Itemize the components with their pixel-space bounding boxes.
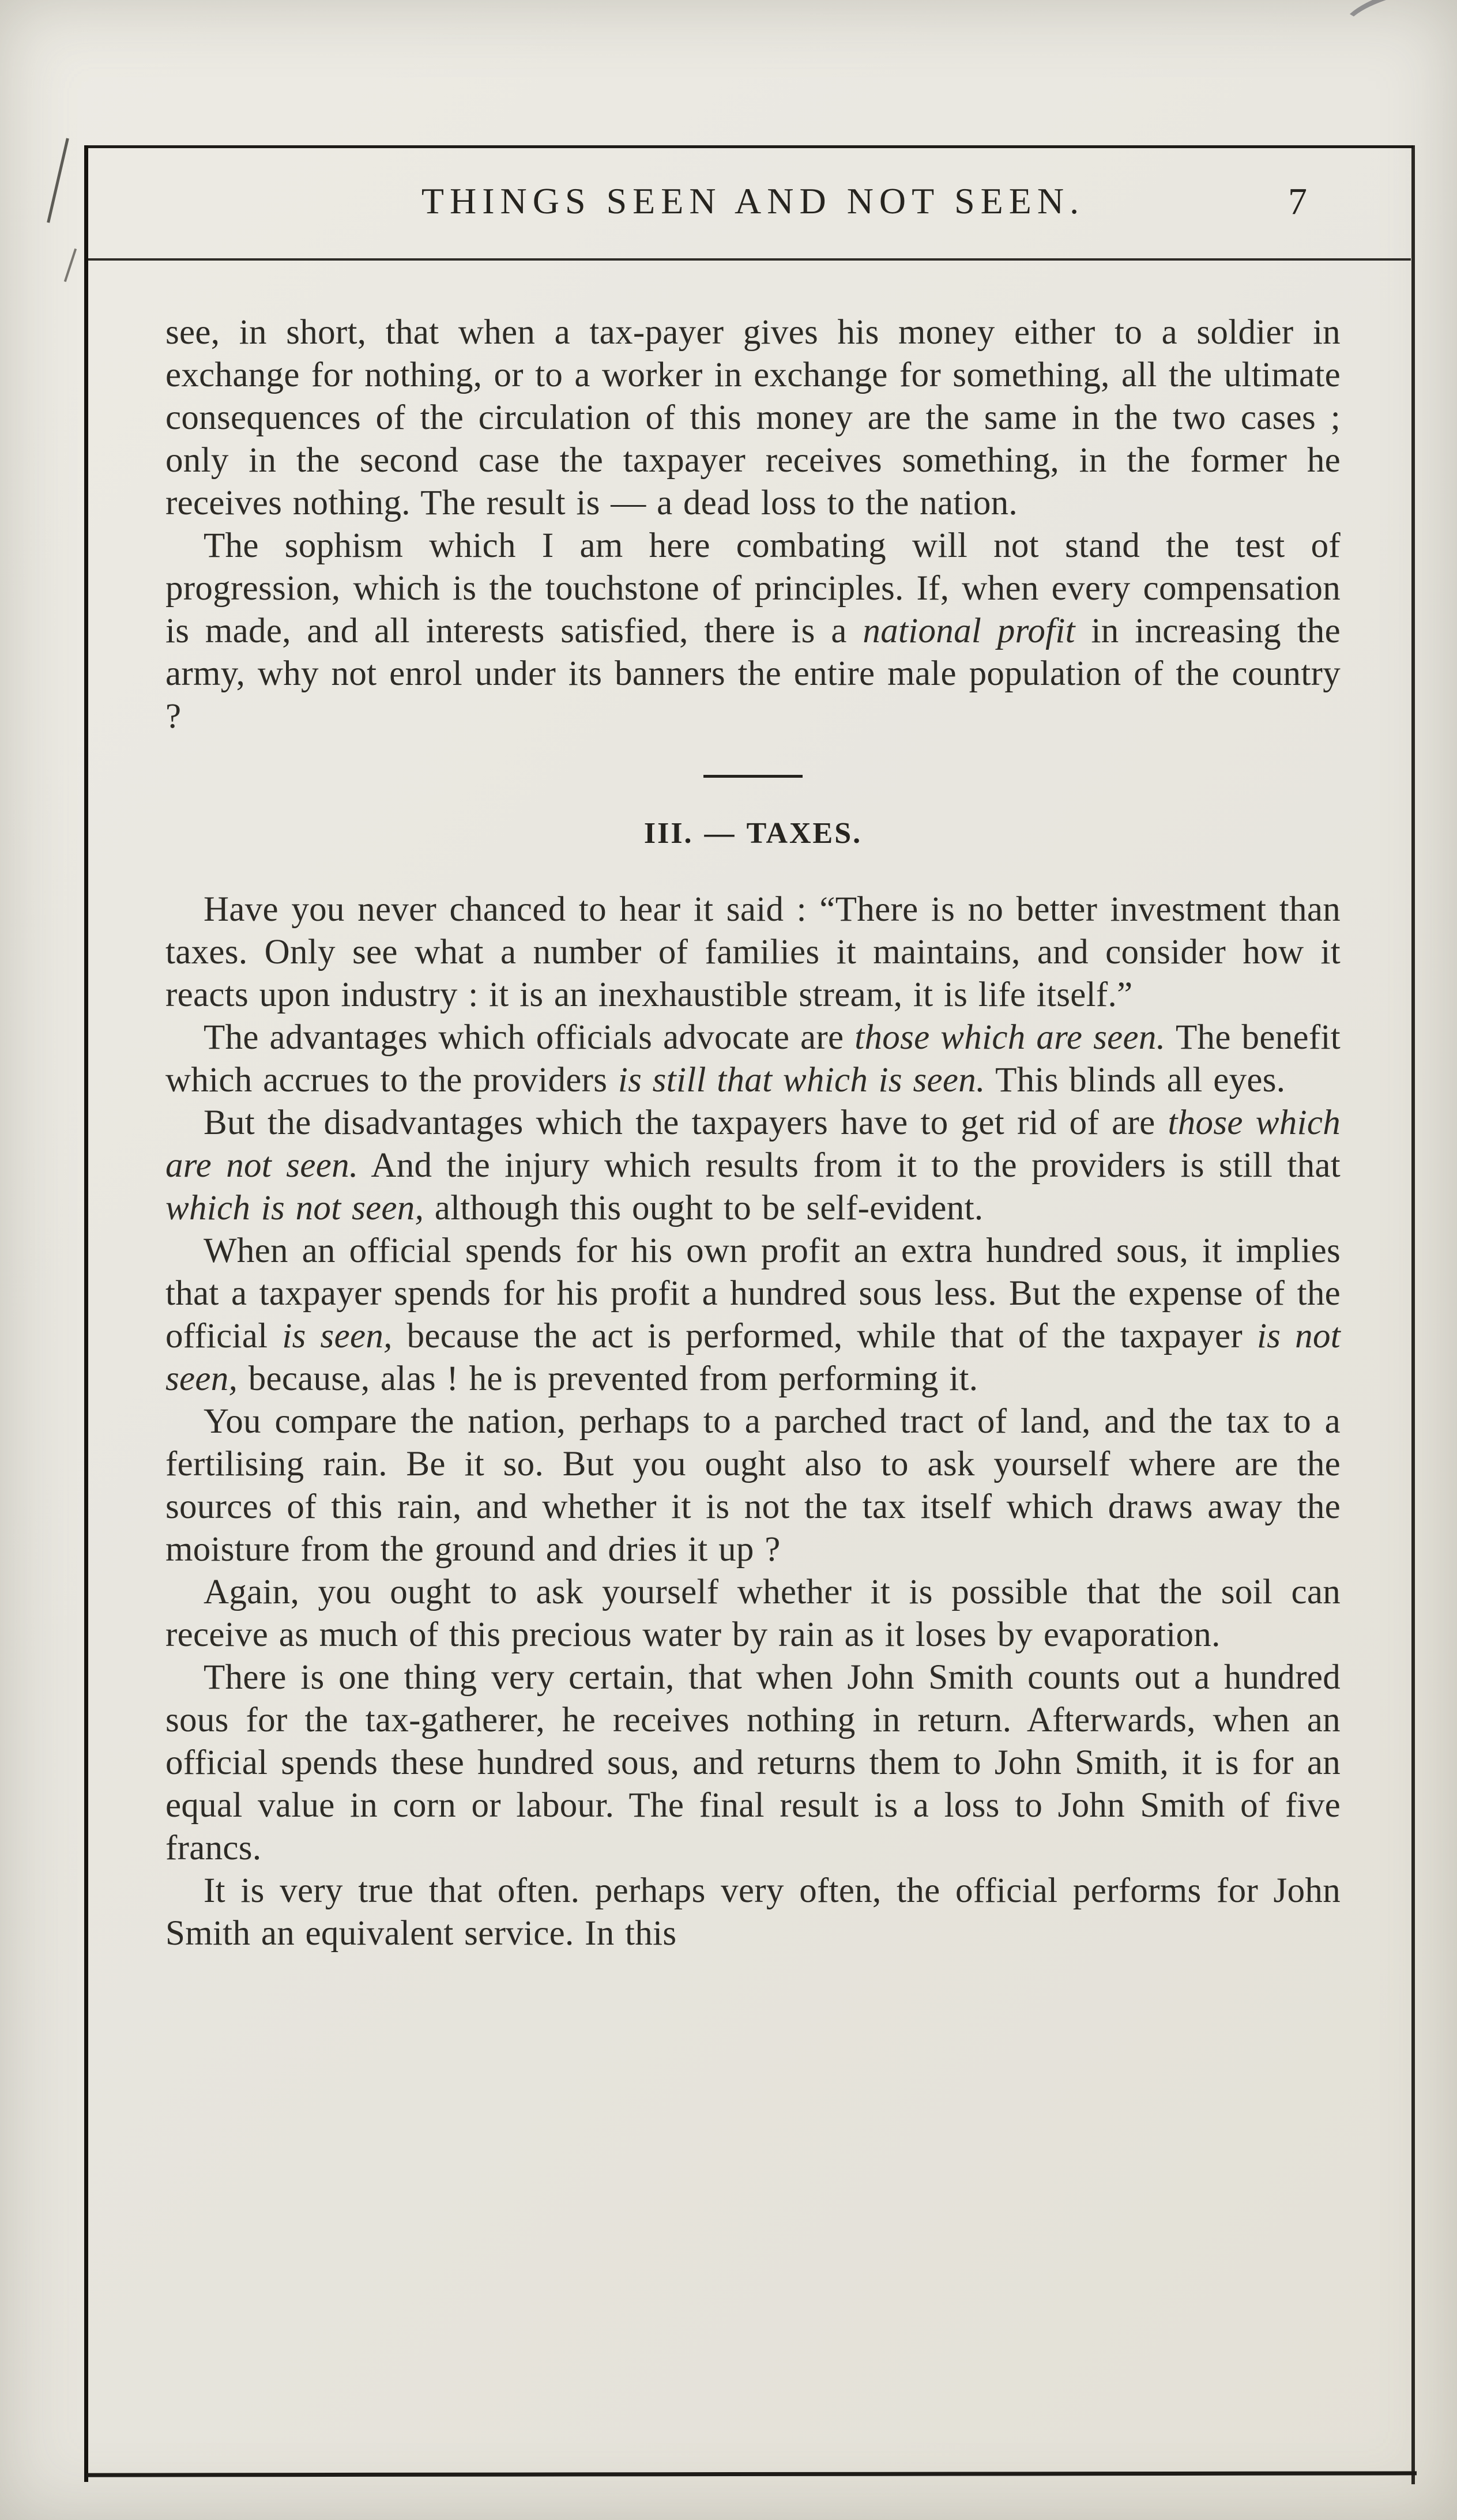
text-run: When an official spends for his own profit an extra hundred sous, it implies that a taxpayer spends for his profit a hundred sous less. But the expense of the official — [165, 1231, 1341, 1355]
text-run: The benefit which accrues to the providers — [165, 1018, 1341, 1099]
right-border-line — [1411, 145, 1415, 2484]
text-run: This blinds all eyes. — [985, 1061, 1286, 1099]
running-title: THINGS SEEN AND NOT SEEN. — [421, 180, 1085, 221]
paragraph — [165, 1571, 1341, 1656]
pen-mark-small — [64, 248, 77, 282]
italic-text-run: is not seen, — [165, 1317, 1341, 1398]
header-top-rule — [85, 145, 1413, 148]
text-run: And the injury which results from it to the providers is still that — [358, 1146, 1341, 1185]
paragraph — [165, 311, 1341, 525]
ink-smudge — [1336, 0, 1457, 52]
text-run: in increasing the army, why not enrol under its banners the entire male population of the country ? — [165, 612, 1341, 736]
text-run: There is one thing very certain, that when John Smith counts out a hundred sous for the tax-gatherer, he receives nothing in return. Afterwards, when an official spends these hundred sous, and returns them to John Smith, it is for an equal value in corn or labour. The final result is a loss to John Smith of five francs. — [165, 1658, 1341, 1867]
paragraph — [165, 1400, 1341, 1571]
text-run: see, in short, that when a tax-payer gives his money either to a soldier in exchange for nothing, or to a worker in exchange for something, all the ultimate consequences of the circulation of this money are the same in the two cases ; only in the second case the taxpayer receives something, in the former he receives nothing. The result is — a dead loss to the nation. — [165, 313, 1341, 522]
text-run: Have you never chanced to hear it said : “There is no better investment than taxes. Only see what a number of families it maintains, and consider how it reacts upon industry : it is an inexhaustible stream, it is life itself.” — [165, 890, 1341, 1014]
paragraph — [165, 888, 1341, 1016]
italic-text-run: which is not seen, — [165, 1189, 424, 1227]
section-divider — [703, 775, 803, 778]
pen-mark — [47, 138, 69, 223]
italic-text-run: is still that which is seen. — [618, 1061, 985, 1099]
text-run: It is very true that often. perhaps very often, the official performs for John Smith an equivalent service. In this — [165, 1871, 1341, 1953]
italic-text-run: national profit — [863, 612, 1075, 650]
text-run: You compare the nation, perhaps to a parched tract of land, and the tax to a fertilising rain. Be it so. But you ought also to ask yourself where are the sources of this rain, and whether it is not the tax itself which draws away the moisture from the ground and dries it up ? — [165, 1402, 1341, 1569]
left-border-line — [84, 145, 88, 2482]
text-run: because the act is performed, while that of the taxpayer — [392, 1317, 1257, 1355]
footer-rule — [86, 2471, 1417, 2477]
paragraph-group-top — [165, 311, 1341, 738]
text-run: The advantages which officials advocate are — [204, 1018, 855, 1057]
section-heading: III. — TAXES. — [643, 817, 863, 850]
italic-text-run: is seen, — [282, 1317, 393, 1355]
text-run: although this ought to be self-evident. — [424, 1189, 984, 1227]
page-number: 7 — [1288, 180, 1307, 223]
running-header — [165, 180, 1341, 223]
paragraph — [165, 1230, 1341, 1400]
paragraph — [165, 1016, 1341, 1102]
paragraph — [165, 525, 1341, 738]
italic-text-run: those which are seen. — [854, 1018, 1166, 1057]
paragraph-group-bottom — [165, 888, 1341, 1955]
italic-text-run: those which are not seen. — [165, 1103, 1341, 1185]
page-body — [165, 311, 1341, 1955]
text-run: The sophism which I am here combating will not stand the test of progression, which is the touchstone of principles. If, when every compensation is made, and all interests satisfied, there is a — [165, 526, 1341, 650]
paragraph — [165, 1870, 1341, 1955]
text-run: because, alas ! he is prevented from performing it. — [238, 1359, 978, 1398]
header-bottom-rule — [88, 258, 1411, 261]
paragraph — [165, 1656, 1341, 1870]
paragraph — [165, 1102, 1341, 1230]
text-run: But the disadvantages which the taxpayers have to get rid of are — [204, 1103, 1168, 1142]
text-run: Again, you ought to ask yourself whether it is possible that the soil can receive as much of this precious water by rain as it loses by evaporation. — [165, 1573, 1341, 1654]
